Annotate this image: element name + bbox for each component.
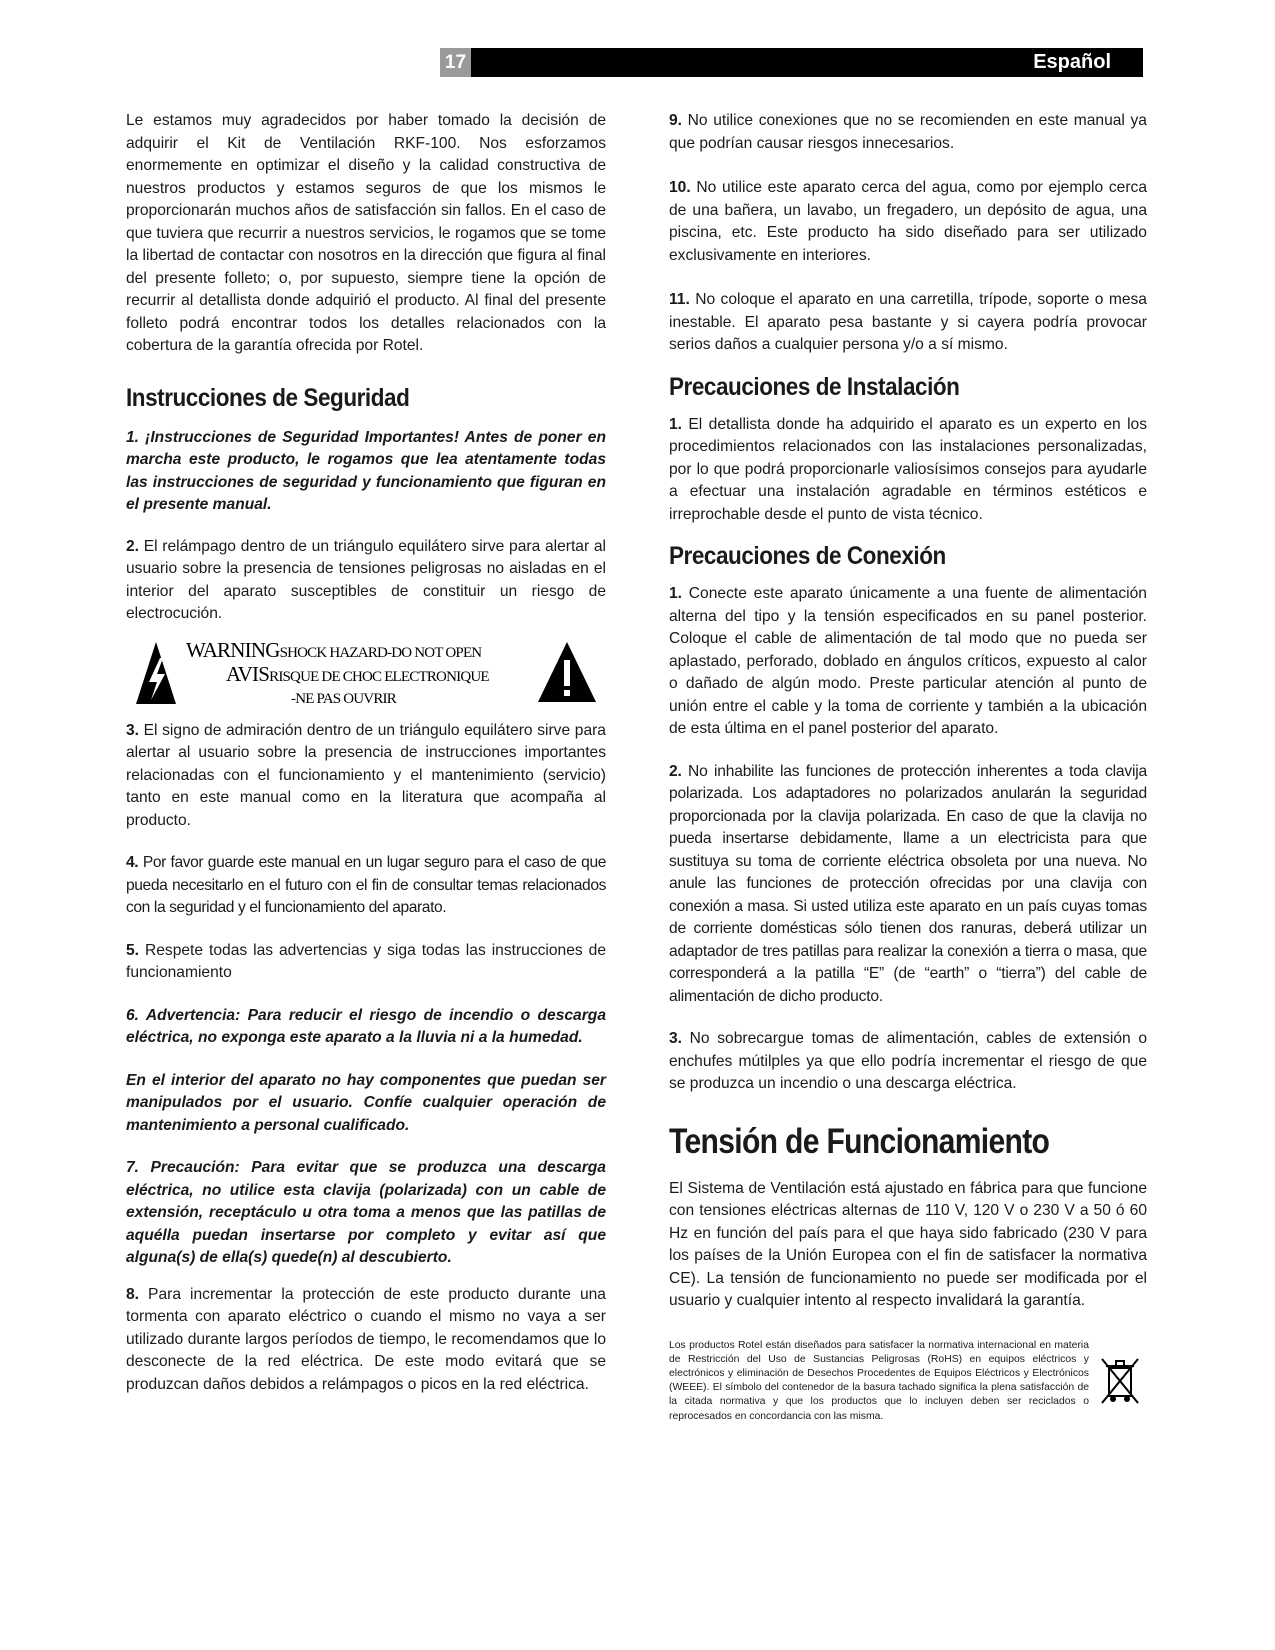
safety-item-11: [669, 289, 1147, 357]
item-number: 1.: [669, 415, 683, 433]
item-text: El signo de admiración dentro de un triángulo equilátero sirve para alertar al usuario sobre la presencia de instrucciones importantes relacionadas con el funcionamiento y el mantenimiento (servicio) tanto en este manual como en la literatura que acompaña al producto.: [126, 721, 606, 829]
safety-item-1: [126, 427, 606, 517]
item-text: Respete todas las advertencias y siga todas las instrucciones de funcionamiento: [126, 941, 606, 981]
safety-item-2: [126, 536, 606, 626]
item-number: 1.: [126, 428, 140, 446]
safety-item-4: [126, 852, 606, 920]
item-text: Para incrementar la protección de este producto durante una tormenta con aparato eléctrico o cuando el mismo no vaya a ser utilizado durante largos períodos de tiempo, le recomendamos que lo desconecte de la red eléctrica. De este modo evitará que se produzcan daños debidos a relámpagos o picos en la red eléctrica.: [126, 1285, 606, 1393]
item-text: Por favor guarde este manual en un lugar seguro para el caso de que pueda necesitarlo en el futuro con el fin de consultar temas relacionados con la seguridad y el funcionamiento del aparato.: [126, 854, 607, 916]
item-text: No utilice conexiones que no se recomienden en este manual ya que podrían causar riesgos innecesarios.: [669, 112, 1147, 152]
safety-item-3: [126, 720, 606, 833]
safety-item-6: [126, 1005, 606, 1050]
item-text: El detallista donde ha adquirido el aparato es un experto en los procedimientos relacionados con las instalaciones personalizadas, por lo que podrá proporcionarle valiosísimos consejos para ayudarle a efectuar una instalación agradable en términos estéticos e irreprochable desde el punto de vista técnico.: [669, 415, 1147, 523]
exclamation-triangle-icon: [538, 642, 596, 702]
item-text: ¡Instrucciones de Seguridad Importantes! Antes de poner en marcha este producto, le rogamos que lea atentamente todas las instrucciones de seguridad y funcionamiento que figuran en el presente manual.: [126, 428, 606, 513]
item-number: 8.: [126, 1285, 140, 1303]
warning-line-2: RISQUE DE CHOC ELECTRONIQUE: [269, 668, 489, 685]
rohs-notice: [669, 1339, 1147, 1424]
safety-item-8: [126, 1284, 606, 1397]
item-text: Advertencia: Para reducir el riesgo de incendio o descarga eléctrica, no exponga este aparato a la lluvia ni a la humedad.: [126, 1006, 606, 1046]
item-number: 9.: [669, 112, 683, 129]
connect-item-1: [669, 583, 1147, 741]
crossed-bin-icon: [1099, 1356, 1141, 1406]
connect-item-2: [669, 761, 1147, 1009]
install-item-1: [669, 414, 1147, 527]
item-number: 6.: [126, 1006, 140, 1024]
item-text: No coloque el aparato en una carretilla, trípode, soporte o mesa inestable. El aparato pesa bastante y si cayera podría provocar serios daños a cualquier persona y/o a sí mismo.: [669, 291, 1147, 353]
item-text: El relámpago dentro de un triángulo equilátero sirve para alertar al usuario sobre la presencia de tensiones peligrosas no aisladas en el interior del aparato susceptibles de constituir un riesgo de electrocución.: [126, 537, 606, 622]
warning-label: [136, 637, 596, 707]
item-number: 5.: [126, 941, 140, 959]
safety-item-5: [126, 940, 606, 985]
item-number: 7.: [126, 1159, 140, 1176]
connect-heading: Precauciones de Conexión: [669, 542, 946, 570]
item-text: No sobrecargue tomas de alimentación, cables de extensión o enchufes mútilples ya que ello podría incrementar el riesgo de que se produzca un incendio o una descarga eléctrica.: [669, 1030, 1147, 1092]
item-text: No utilice este aparato cerca del agua, como por ejemplo cerca de una bañera, un lavabo, un fregadero, un depósito de agua, una piscina, etc. Este producto ha sido diseñado para ser utilizado exclusivamente en interiores.: [669, 179, 1147, 264]
item-number: 4.: [126, 854, 139, 871]
safety-item-7: [126, 1157, 606, 1270]
install-heading: Precauciones de Instalación: [669, 372, 960, 401]
left-column: [126, 110, 606, 1396]
warning-word: WARNING: [186, 637, 280, 662]
item-number: 3.: [126, 721, 140, 739]
language-label: Español: [471, 48, 1143, 77]
item-number: 1.: [669, 585, 683, 602]
item-text: Precaución: Para evitar que se produzca una descarga eléctrica, no utilice esta clavija (polarizada) con un cable de extensión, receptáculo u otra toma a menos que las patillas de aquélla puedan insertarse por completo y evitar así que alguna(s) de ella(s) quede(n) al descubierto.: [126, 1159, 606, 1266]
intro-paragraph: Le estamos muy agradecidos por haber tomado la decisión de adquirir el Kit de Ventilación RKF-100. Nos esforzamos enormemente en optimizar el diseño y la calidad constructiva de nuestros productos y estamos seguros de que los mismos le proporcionarán muchos años de satisfacción sin fallos. En el caso de que tuviera que recurrir a nuestros servicios, le rogamos que se tome la libertad de contactar con nosotros en la dirección que figura al final del presente folleto; o, por supuesto, siempre tiene la opción de recurrir al detallista donde adquirió el producto. Al final del presente folleto podrá encontrar todos los detalles relacionados con la cobertura de la garantía ofrecida por Rotel.: [126, 112, 606, 354]
safety-item-10: [669, 177, 1147, 267]
item-number: 3.: [669, 1030, 683, 1047]
item-number: 2.: [669, 762, 682, 780]
safety-heading: Instrucciones de Seguridad: [126, 383, 410, 412]
right-column: [669, 110, 1147, 1424]
lightning-triangle-icon: [136, 642, 176, 704]
page-header: [440, 48, 1143, 77]
item-text: Conecte este aparato únicamente a una fuente de alimentación alterna del tipo y la tensión especificados en su panel posterior. Coloque el cable de alimentación de tal modo que no pueda ser aplastado, perforado, doblado en ángulos críticos, expuesto al calor o dañado de algún modo. Preste particular atención al punto de unión entre el cable y la toma de corriente y también a la ubicación de esta última en el panel posterior del aparato.: [669, 585, 1147, 737]
avis-word: AVIS: [226, 661, 270, 686]
item-number: 10.: [669, 179, 691, 196]
rohs-text: Los productos Rotel están diseñados para satisfacer la normativa internacional en materia de Restricción del Uso de Sustancias Peligrosas (RoHS) en equipos eléctricos y electrónicos y eliminación de Desechos Procedentes de Equipos Eléctricos y Electrónicos (WEEE). El símbolo del contenedor de la basura tachado significa la plena satisfacción de la citada normativa y que los productos que lo incluyen deben ser reciclados o reprocesados en concordancia con las misma.: [669, 1339, 1089, 1422]
page-number: 17: [440, 48, 471, 77]
warning-line-1: SHOCK HAZARD-DO NOT OPEN: [279, 644, 482, 661]
warning-text: [186, 637, 546, 710]
safety-item-6b: En el interior del aparato no hay componentes que puedan ser manipulados por el usuario. Confíe cualquier operación de mantenimiento a personal cualificado.: [126, 1071, 606, 1134]
connect-item-3: [669, 1028, 1147, 1096]
safety-item-9: [669, 110, 1147, 155]
item-number: 11.: [669, 291, 690, 308]
warning-line-3: -NE PAS OUVRIR: [291, 690, 396, 707]
item-number: 2.: [126, 537, 140, 555]
voltage-paragraph: El Sistema de Ventilación está ajustado en fábrica para que funcione con tensiones eléctricas alternas de 110 V, 120 V o 230 V a 50 ó 60 Hz en función del país para el que haya sido fabricado (230 V para los países de la Unión Europea con el fin de satisfacer la normativa CE). La tensión de funcionamiento no puede ser modificada por el usuario y cualquier intento al respecto invalidará la garantía.: [669, 1179, 1147, 1309]
item-text: No inhabilite las funciones de protección inherentes a toda clavija polarizada. Los adaptadores no polarizados anularán la seguridad proporcionada por la clavija polarizada. En caso de que la clavija no pueda insertarse debidamente, llame a un electricista para que sustituya su toma de corriente eléctrica obsoleta por una nueva. No anule las funciones de protección ofrecidas por una clavija con conexión a masa. Si usted utiliza este aparato en un país cuyas tomas de corriente domésticas sólo tienen dos ranuras, deberá utilizar un adaptador de tres patillas para realizar la conexión a tierra o masa, que corresponderá a la patilla “E” (de “earth” o “tierra”) del cable de alimentación de dicho producto.: [669, 762, 1147, 1005]
voltage-heading: Tensión de Funcionamiento: [669, 1121, 1050, 1161]
